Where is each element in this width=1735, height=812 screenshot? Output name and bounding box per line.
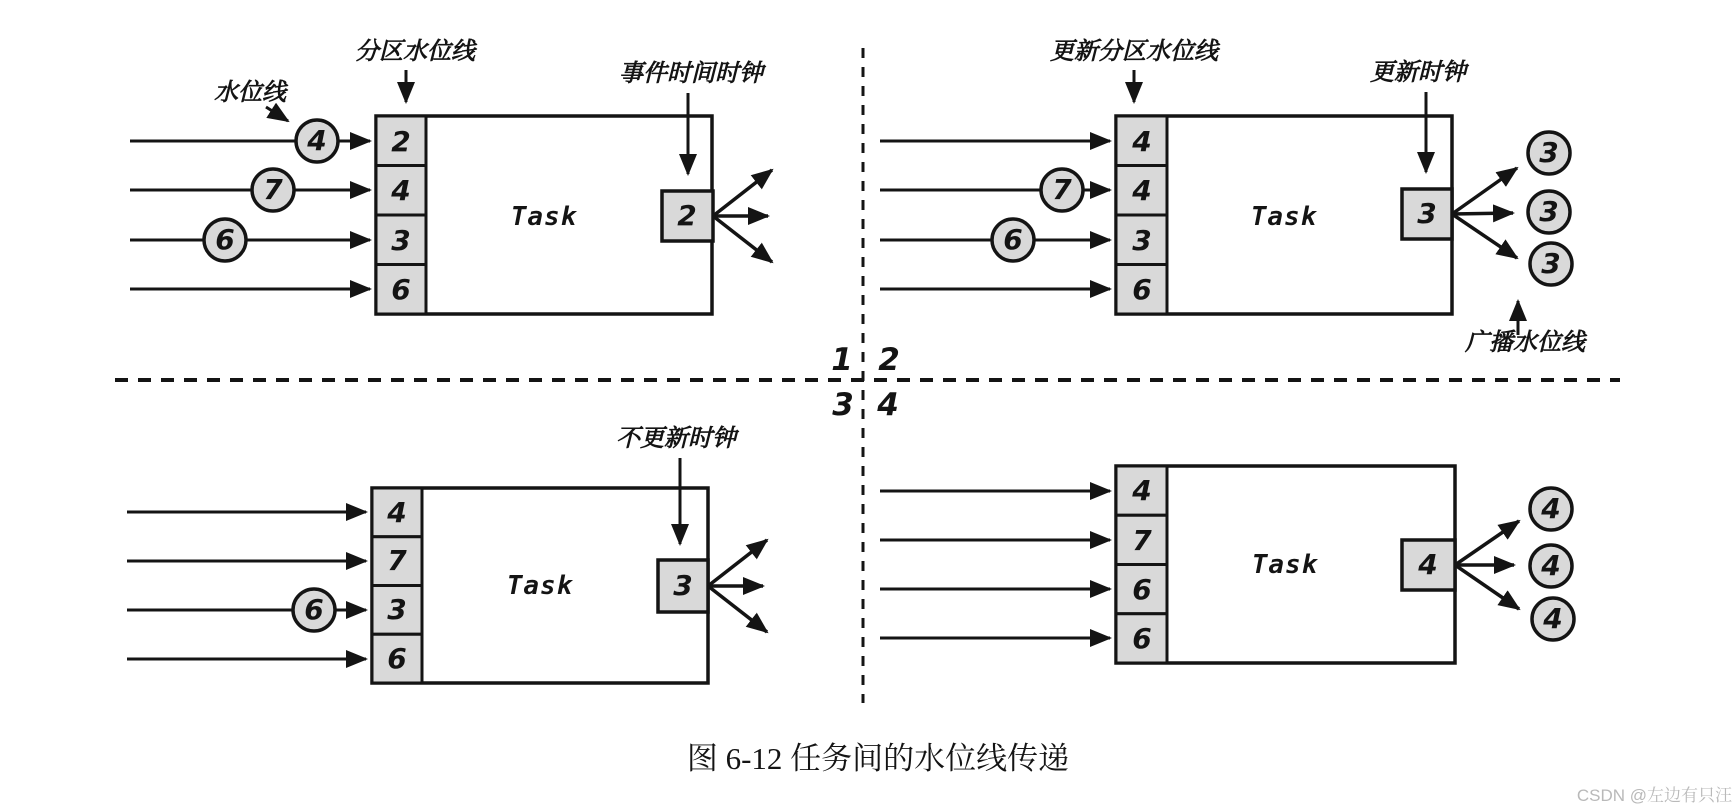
watermark-credit: CSDN @左边有只汪: [1576, 786, 1732, 805]
quadrant-1: [130, 37, 772, 314]
q1-partition-watermark-cells: [376, 116, 426, 314]
quadrant-number: 3: [832, 387, 854, 423]
q4-cell-value: 4: [1132, 474, 1152, 507]
q1-watermark-value: 4: [307, 124, 327, 157]
q1-task-label: Task: [510, 202, 578, 232]
q2-broadcast-watermark-circles: [1528, 132, 1572, 285]
q4-cell-value: 6: [1132, 573, 1152, 606]
q4-output-fan-arrows: [1455, 521, 1519, 609]
q3-no-update-clock-label: 不更新时钟: [616, 424, 736, 452]
q2-partition-watermark-cells: [1116, 116, 1167, 314]
q2-watermark-value: 7: [1052, 173, 1072, 206]
q1-clock-value: 2: [677, 199, 697, 232]
q4-partition-watermark-cells: [1116, 466, 1167, 663]
q1-cell-value: 6: [391, 273, 411, 306]
q4-clock-value: 4: [1418, 548, 1438, 581]
q4-input-stream-arrows: [880, 491, 1110, 638]
q1-watermark-value: 7: [263, 173, 283, 206]
q3-clock-value: 3: [673, 569, 693, 602]
q1-watermark-arrow: [266, 107, 288, 121]
q2-cell-value: 3: [1132, 224, 1152, 257]
quadrant-number: 1: [831, 342, 853, 378]
q4-cell-value: 7: [1132, 524, 1152, 557]
figure-caption: 图 6-12 任务间的水位线传递: [686, 741, 1070, 776]
quadrant-4: [880, 466, 1574, 663]
q3-watermark-value: 6: [304, 593, 324, 626]
q3-watermark-circles: [293, 589, 335, 631]
q3-partition-watermark-cells: [372, 488, 422, 683]
q2-broadcast-value: 3: [1541, 247, 1561, 280]
quadrant-3: [127, 424, 767, 683]
q4-broadcast-value: 4: [1541, 492, 1561, 525]
q3-cell-value: 3: [387, 593, 407, 626]
q1-output-fan-arrows: [713, 170, 772, 262]
q3-input-stream-arrows: [127, 512, 366, 659]
q1-watermark-label: 水位线: [214, 78, 286, 106]
q4-task-label: Task: [1251, 550, 1319, 580]
q2-clock-value: 3: [1417, 197, 1437, 230]
q2-watermark-circles: [992, 169, 1083, 261]
q4-broadcast-watermark-circles: [1530, 488, 1574, 640]
quadrant-number: 4: [877, 387, 899, 423]
q1-cell-value: 2: [391, 125, 411, 158]
quadrant-number: 2: [878, 342, 900, 378]
q1-cell-value: 4: [391, 174, 411, 207]
q4-cell-value: 6: [1132, 622, 1152, 655]
q3-cell-value: 7: [387, 544, 407, 577]
q2-task-label: Task: [1250, 202, 1318, 232]
q1-input-stream-arrows: [130, 141, 370, 289]
q3-cell-value: 6: [387, 642, 407, 675]
q1-event-time-clock-label: 事件时间时钟: [619, 59, 763, 87]
q4-broadcast-value: 4: [1543, 602, 1563, 635]
q1-cell-value: 3: [391, 224, 411, 257]
q2-watermark-value: 6: [1003, 223, 1023, 256]
q1-watermark-value: 6: [215, 223, 235, 256]
q1-partition-watermark-label: 分区水位线: [355, 37, 475, 65]
q2-update-partition-watermark-label: 更新分区水位线: [1050, 37, 1218, 65]
q3-output-fan-arrows: [708, 540, 767, 632]
quadrant-2: [880, 37, 1588, 356]
q3-task-label: Task: [506, 571, 574, 601]
q2-broadcast-watermark-label: 广播水位线: [1465, 328, 1585, 356]
q2-broadcast-value: 3: [1539, 136, 1559, 169]
q2-cell-value: 4: [1132, 125, 1152, 158]
q2-output-fan-arrows: [1452, 168, 1517, 258]
q2-input-stream-arrows: [880, 141, 1110, 289]
q4-broadcast-value: 4: [1541, 549, 1561, 582]
q2-cell-value: 6: [1132, 273, 1152, 306]
q2-broadcast-value: 3: [1539, 195, 1559, 228]
q3-cell-value: 4: [387, 496, 407, 529]
q2-cell-value: 4: [1132, 174, 1152, 207]
q2-update-clock-label: 更新时钟: [1370, 58, 1466, 86]
